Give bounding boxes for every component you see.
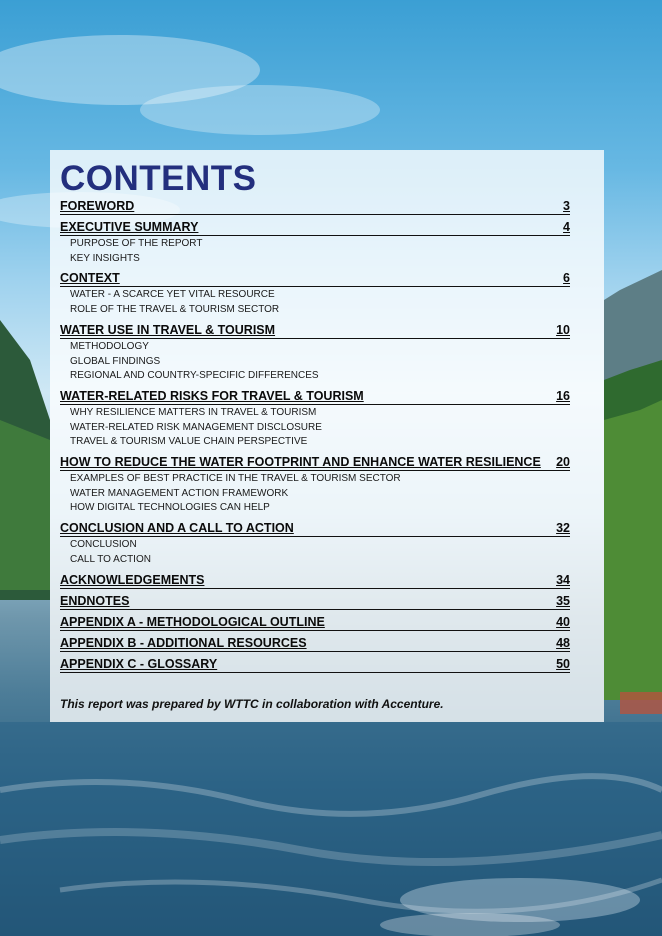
toc-section: [60, 657, 570, 673]
toc-entry-label[interactable]: APPENDIX B - ADDITIONAL RESOURCES: [60, 635, 307, 650]
toc-subsection[interactable]: WATER - A SCARCE YET VITAL RESOURCE: [70, 289, 275, 301]
toc-entry-label[interactable]: APPENDIX C - GLOSSARY: [60, 656, 218, 671]
toc-section: [60, 323, 570, 384]
toc-entry-page[interactable]: 20: [556, 455, 570, 470]
toc-subsection-list: [60, 339, 570, 384]
toc-subsection[interactable]: WHY RESILIENCE MATTERS IN TRAVEL & TOURISM: [70, 406, 317, 418]
toc-subsection[interactable]: WATER-RELATED RISK MANAGEMENT DISCLOSURE: [70, 421, 322, 433]
toc-entry-page[interactable]: 10: [556, 322, 570, 337]
toc-entry-page[interactable]: 6: [563, 271, 570, 286]
toc-entry[interactable]: [60, 594, 570, 610]
toc-entry-label[interactable]: WATER USE IN TRAVEL & TOURISM: [60, 322, 276, 337]
toc-entry-page[interactable]: 34: [556, 572, 570, 587]
toc-entry-page[interactable]: 4: [563, 220, 570, 234]
toc-entry-page[interactable]: 48: [556, 635, 570, 650]
toc-entry-label[interactable]: ENDNOTES: [60, 593, 130, 608]
toc-entry-page[interactable]: 40: [556, 614, 570, 629]
toc-entry[interactable]: [60, 615, 570, 631]
toc-section: [60, 615, 570, 631]
toc-entry-label[interactable]: HOW TO REDUCE THE WATER FOOTPRINT AND ENHANCE WATER RESILIENCE: [60, 455, 541, 470]
toc-entry[interactable]: [60, 323, 570, 339]
toc-entry[interactable]: [60, 220, 570, 236]
toc-entry[interactable]: [60, 657, 570, 673]
toc-subsection-list: [60, 405, 570, 450]
toc-entry-label[interactable]: WATER-RELATED RISKS FOR TRAVEL & TOURISM: [60, 388, 364, 403]
toc-section: [60, 271, 570, 317]
toc-entry-label[interactable]: APPENDIX A - METHODOLOGICAL OUTLINE: [60, 614, 325, 629]
toc-subsection[interactable]: CONCLUSION: [70, 539, 137, 551]
toc-entry[interactable]: [60, 573, 570, 589]
toc-entry[interactable]: [60, 455, 570, 471]
toc-subsection[interactable]: REGIONAL AND COUNTRY-SPECIFIC DIFFERENCES: [70, 370, 319, 382]
toc-subsection-list: [60, 537, 570, 567]
toc-entry[interactable]: [60, 199, 570, 215]
toc-section: [60, 573, 570, 589]
toc-entry-page[interactable]: 35: [556, 593, 570, 608]
toc-entry[interactable]: [60, 389, 570, 405]
toc-subsection-list: [60, 471, 570, 516]
toc-section: [60, 636, 570, 652]
toc-subsection[interactable]: KEY INSIGHTS: [70, 252, 140, 264]
toc-subsection[interactable]: GLOBAL FINDINGS: [70, 355, 161, 367]
toc-section: [60, 220, 570, 266]
toc-section: [60, 389, 570, 450]
toc-subsection[interactable]: TRAVEL & TOURISM VALUE CHAIN PERSPECTIVE: [70, 436, 308, 448]
toc-entry-page[interactable]: 32: [556, 521, 570, 536]
toc-subsection[interactable]: HOW DIGITAL TECHNOLOGIES CAN HELP: [70, 502, 270, 514]
toc-subsection-list: [60, 287, 570, 317]
toc-subsection[interactable]: WATER MANAGEMENT ACTION FRAMEWORK: [70, 487, 289, 499]
page-title: CONTENTS: [60, 159, 257, 198]
toc-section: [60, 521, 570, 567]
toc-entry-label[interactable]: FOREWORD: [60, 199, 135, 213]
table-of-contents: [60, 199, 570, 678]
toc-subsection[interactable]: CALL TO ACTION: [70, 553, 151, 565]
toc-entry-page[interactable]: 50: [556, 656, 570, 671]
toc-entry[interactable]: [60, 271, 570, 287]
toc-entry-label[interactable]: CONTEXT: [60, 271, 120, 286]
toc-section: [60, 455, 570, 516]
toc-entry-label[interactable]: ACKNOWLEDGEMENTS: [60, 572, 205, 587]
toc-section: [60, 594, 570, 610]
toc-subsection[interactable]: EXAMPLES OF BEST PRACTICE IN THE TRAVEL & TOURISM SECTOR: [70, 473, 401, 485]
toc-subsection[interactable]: PURPOSE OF THE REPORT: [70, 238, 203, 249]
credit-note: This report was prepared by WTTC in collaboration with Accenture.: [60, 697, 444, 711]
toc-entry-label[interactable]: EXECUTIVE SUMMARY: [60, 220, 199, 234]
toc-subsection[interactable]: METHODOLOGY: [70, 340, 149, 352]
toc-entry-label[interactable]: CONCLUSION AND A CALL TO ACTION: [60, 521, 294, 536]
toc-entry-page[interactable]: 16: [556, 388, 570, 403]
toc-entry[interactable]: [60, 521, 570, 537]
toc-entry[interactable]: [60, 636, 570, 652]
toc-subsection[interactable]: ROLE OF THE TRAVEL & TOURISM SECTOR: [70, 304, 280, 316]
toc-entry-page[interactable]: 3: [563, 199, 570, 213]
toc-section: [60, 199, 570, 215]
toc-subsection-list: [60, 236, 570, 266]
